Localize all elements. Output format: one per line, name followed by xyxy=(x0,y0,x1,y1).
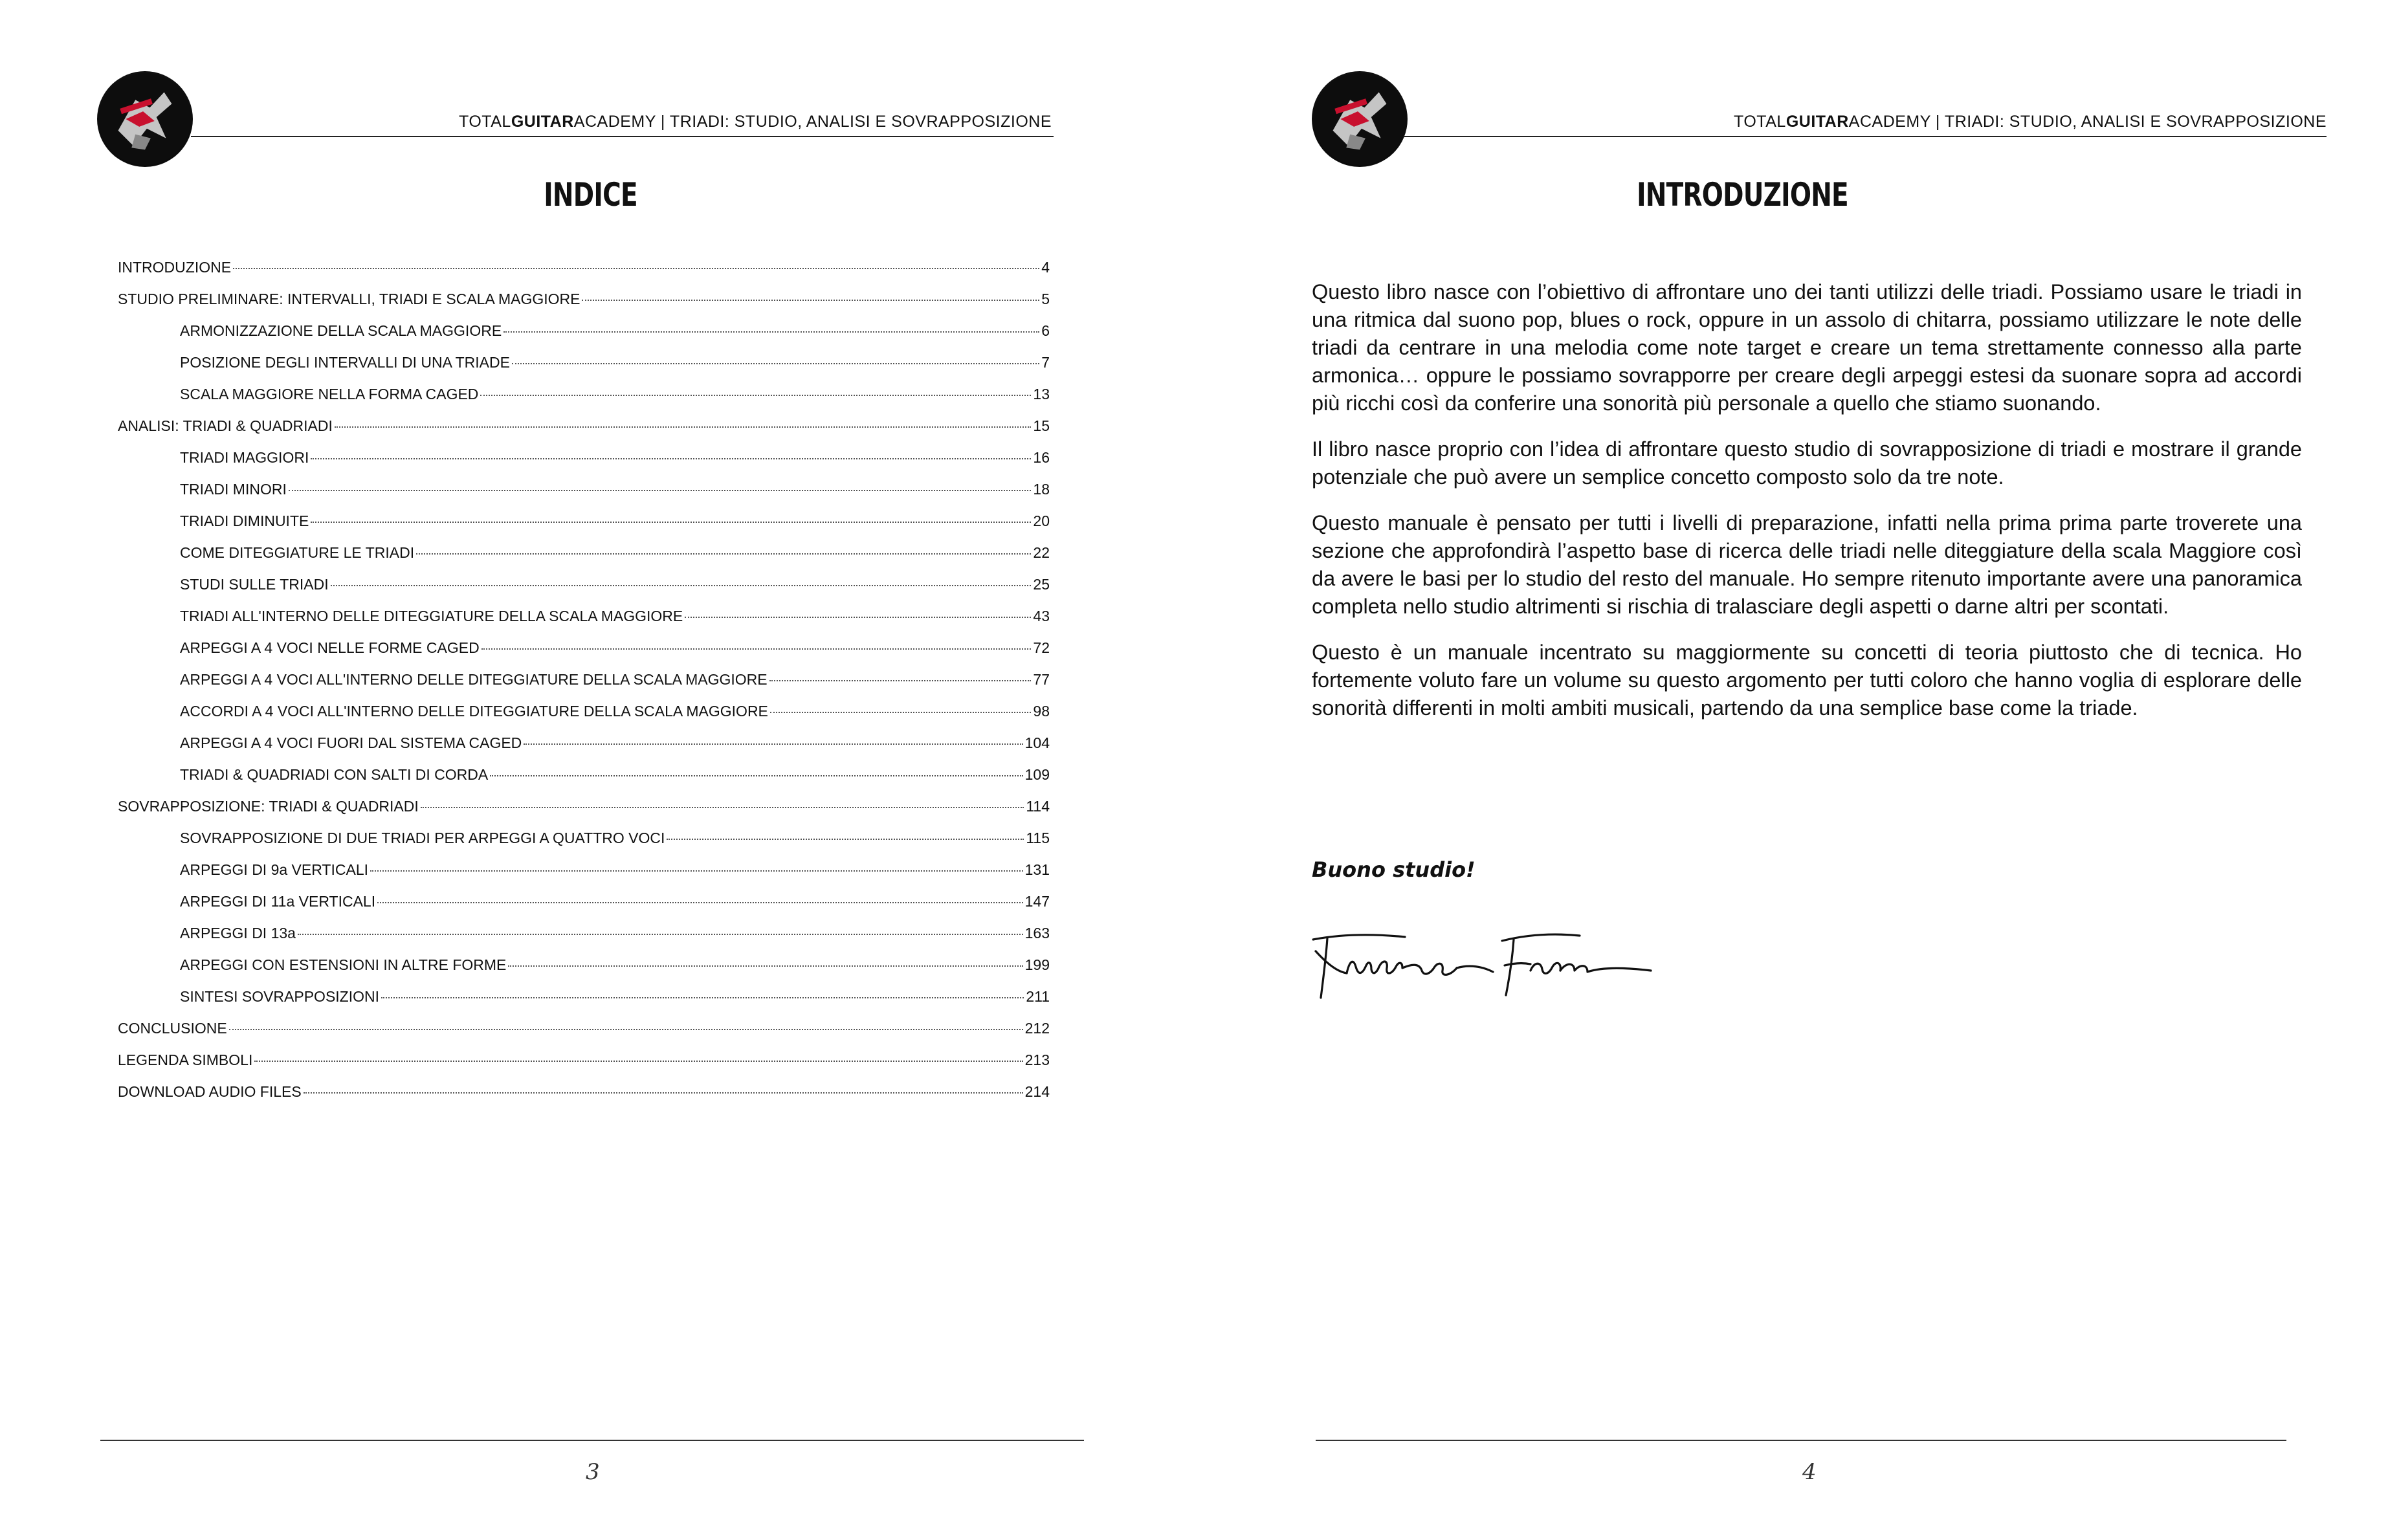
toc-dot-leader xyxy=(233,268,1039,269)
toc-entry-page: 22 xyxy=(1033,544,1050,561)
toc-entry[interactable] xyxy=(118,576,1050,608)
introduction-text xyxy=(1312,278,2302,740)
toc-dot-leader xyxy=(311,522,1031,523)
toc-entry-label: ACCORDI A 4 VOCI ALL'INTERNO DELLE DITEGGIATURE DELLA SCALA MAGGIORE xyxy=(180,703,768,720)
toc-entry-page: 214 xyxy=(1024,1083,1050,1100)
toc-entry-page: 4 xyxy=(1041,259,1050,276)
toc-entry-page: 104 xyxy=(1024,734,1050,751)
book-title: TRIADI: STUDIO, ANALISI E SOVRAPPOSIZIONE xyxy=(669,113,1052,131)
toc-entry[interactable] xyxy=(118,417,1050,449)
toc-entry[interactable] xyxy=(118,639,1050,671)
toc-dot-leader xyxy=(480,395,1031,396)
toc-entry[interactable] xyxy=(118,703,1050,734)
toc-entry[interactable] xyxy=(118,734,1050,766)
toc-entry-page: 98 xyxy=(1033,703,1050,720)
header-rule xyxy=(191,136,1054,137)
toc-entry-label: ARPEGGI A 4 VOCI ALL'INTERNO DELLE DITEGGIATURE DELLA SCALA MAGGIORE xyxy=(180,671,768,688)
brand-bold: GUITAR xyxy=(511,113,574,131)
academy-logo-icon xyxy=(1312,71,1408,167)
toc-dot-leader xyxy=(770,712,1032,713)
header-rule xyxy=(1404,136,2327,137)
brand-suffix: ACADEMY xyxy=(573,113,656,131)
toc-entry-label: POSIZIONE DEGLI INTERVALLI DI UNA TRIADE xyxy=(180,354,510,371)
intro-paragraph: Il libro nasce proprio con l’idea di affrontare questo studio di sovrapposizione di triadi e mostrare il grande potenziale che può avere un semplice concetto composto solo da tre note. xyxy=(1312,437,2302,489)
book-title: TRIADI: STUDIO, ANALISI E SOVRAPPOSIZIONE xyxy=(1944,113,2327,131)
toc-dot-leader xyxy=(298,934,1023,935)
signoff-text: Buono studio! xyxy=(1312,857,1476,882)
header-separator: | xyxy=(1930,113,1945,131)
toc-entry-page: 131 xyxy=(1024,861,1050,878)
toc-dot-leader xyxy=(289,490,1032,491)
running-header xyxy=(1734,113,2327,131)
toc-entry[interactable] xyxy=(118,925,1050,956)
toc-entry-page: 163 xyxy=(1024,925,1050,941)
toc-dot-leader xyxy=(769,680,1032,681)
toc-dot-leader xyxy=(667,839,1024,840)
toc-dot-leader xyxy=(582,300,1039,301)
toc-dot-leader xyxy=(508,965,1023,967)
toc-entry-label: TRIADI & QUADRIADI CON SALTI DI CORDA xyxy=(180,766,489,783)
toc-entry-label: ARPEGGI DI 9a VERTICALI xyxy=(180,861,369,878)
toc-entry-page: 77 xyxy=(1033,671,1050,688)
toc-dot-leader xyxy=(416,553,1031,555)
running-header xyxy=(459,113,1052,131)
intro-paragraph: Questo manuale è pensato per tutti i livelli di preparazione, infatti nella prima prima parte troverete una sezione che approfondirà l’aspetto base di ricerca delle triadi nelle diteggiature della scala Maggiore così da avere le basi per lo studio del resto del manuale. Ho sempre ritenuto importante avere una panoramica completa nello studio altrimenti si rischia di tralasciare degli aspetti o darne altri per scontati. xyxy=(1312,511,2302,618)
toc-entry-page: 115 xyxy=(1026,830,1050,846)
toc-entry[interactable] xyxy=(118,893,1050,925)
toc-dot-leader xyxy=(370,870,1023,872)
toc-entry-label: INTRODUZIONE xyxy=(118,259,232,276)
toc-entry-label: ARPEGGI DI 11a VERTICALI xyxy=(180,893,376,910)
page-title: INTRODUZIONE xyxy=(1637,176,1848,214)
toc-entry[interactable] xyxy=(118,861,1050,893)
table-of-contents xyxy=(118,259,1050,1115)
page-number: 3 xyxy=(586,1459,600,1485)
toc-entry-label: TRIADI MINORI xyxy=(180,481,287,498)
toc-entry[interactable] xyxy=(118,481,1050,512)
toc-entry-label: TRIADI DIMINUITE xyxy=(180,512,309,529)
toc-dot-leader xyxy=(512,363,1039,364)
toc-entry-label: ARMONIZZAZIONE DELLA SCALA MAGGIORE xyxy=(180,322,502,339)
toc-entry-page: 25 xyxy=(1033,576,1050,593)
toc-entry-label: SINTESI SOVRAPPOSIZIONI xyxy=(180,988,380,1005)
toc-entry-page: 213 xyxy=(1024,1051,1050,1068)
toc-dot-leader xyxy=(685,617,1031,618)
footer-rule xyxy=(1316,1440,2286,1441)
toc-dot-leader xyxy=(381,997,1024,998)
toc-entry-page: 5 xyxy=(1041,291,1050,307)
toc-entry-label: STUDIO PRELIMINARE: INTERVALLI, TRIADI E SCALA MAGGIORE xyxy=(118,291,580,307)
brand-suffix: ACADEMY xyxy=(1848,113,1931,131)
toc-entry[interactable] xyxy=(118,830,1050,861)
academy-logo-icon xyxy=(97,71,193,167)
toc-dot-leader xyxy=(331,585,1032,586)
toc-dot-leader xyxy=(481,648,1032,650)
toc-entry[interactable] xyxy=(118,259,1050,291)
brand-prefix: TOTAL xyxy=(1734,113,1786,131)
toc-entry-page: 20 xyxy=(1033,512,1050,529)
toc-entry-label: SOVRAPPOSIZIONE: TRIADI & QUADRIADI xyxy=(118,798,419,815)
toc-entry-page: 109 xyxy=(1024,766,1050,783)
toc-entry-label: DOWNLOAD AUDIO FILES xyxy=(118,1083,302,1100)
brand-prefix: TOTAL xyxy=(459,113,511,131)
toc-entry-page: 15 xyxy=(1033,417,1050,434)
toc-entry-label: CONCLUSIONE xyxy=(118,1020,227,1037)
handwritten-signature-icon xyxy=(1308,925,1657,1003)
toc-entry-page: 43 xyxy=(1033,608,1050,624)
toc-dot-leader xyxy=(377,902,1023,903)
toc-entry-page: 7 xyxy=(1041,354,1050,371)
toc-entry[interactable] xyxy=(118,1051,1050,1083)
toc-entry-label: ARPEGGI A 4 VOCI FUORI DAL SISTEMA CAGED xyxy=(180,734,522,751)
toc-entry[interactable] xyxy=(118,956,1050,988)
toc-entry[interactable] xyxy=(118,798,1050,830)
toc-dot-leader xyxy=(421,807,1024,808)
toc-entry-label: SCALA MAGGIORE NELLA FORMA CAGED xyxy=(180,386,479,402)
toc-entry-label: TRIADI ALL'INTERNO DELLE DITEGGIATURE DELLA SCALA MAGGIORE xyxy=(180,608,683,624)
toc-entry-label: ARPEGGI A 4 VOCI NELLE FORME CAGED xyxy=(180,639,480,656)
header-separator: | xyxy=(656,113,670,131)
toc-entry-label: COME DITEGGIATURE LE TRIADI xyxy=(180,544,415,561)
right-page xyxy=(1194,0,2388,1540)
toc-entry[interactable] xyxy=(118,512,1050,544)
page-title: INDICE xyxy=(544,176,637,214)
toc-entry[interactable] xyxy=(118,608,1050,639)
toc-entry[interactable] xyxy=(118,1020,1050,1051)
toc-dot-leader xyxy=(335,426,1032,428)
toc-entry-page: 114 xyxy=(1026,798,1050,815)
toc-entry-page: 6 xyxy=(1041,322,1050,339)
intro-paragraph: Questo libro nasce con l’obiettivo di affrontare uno dei tanti utilizzi delle triadi. Possiamo usare le triadi in una ritmica dal suono pop, blues o rock, oppure in un assolo di chitarra, possiamo utilizzare le note delle triadi da centrare in una melodia come note target e creare un tema strettamente connesso alla parte armonica… oppure le possiamo sovrapporre per creare degli arpeggi estesi da suonare sopra ad accordi più ricchi così da conferire una sonorità più personale a quello che stiamo suonando. xyxy=(1312,280,2302,415)
page-number: 4 xyxy=(1802,1459,1817,1485)
toc-entry[interactable] xyxy=(118,544,1050,576)
footer-rule xyxy=(100,1440,1084,1441)
toc-entry-label: ARPEGGI DI 13a xyxy=(180,925,296,941)
toc-dot-leader xyxy=(524,743,1023,745)
toc-entry-label: SOVRAPPOSIZIONE DI DUE TRIADI PER ARPEGGI A QUATTRO VOCI xyxy=(180,830,665,846)
toc-entry[interactable] xyxy=(118,291,1050,322)
toc-entry-page: 199 xyxy=(1024,956,1050,973)
toc-entry-label: ARPEGGI CON ESTENSIONI IN ALTRE FORME xyxy=(180,956,507,973)
toc-entry-label: ANALISI: TRIADI & QUADRIADI xyxy=(118,417,333,434)
toc-entry-label: LEGENDA SIMBOLI xyxy=(118,1051,253,1068)
toc-entry-page: 13 xyxy=(1033,386,1050,402)
toc-entry[interactable] xyxy=(118,354,1050,386)
toc-dot-leader xyxy=(490,775,1023,776)
toc-entry-page: 18 xyxy=(1033,481,1050,498)
toc-entry-label: STUDI SULLE TRIADI xyxy=(180,576,329,593)
toc-entry[interactable] xyxy=(118,988,1050,1020)
toc-entry-page: 147 xyxy=(1024,893,1050,910)
toc-entry-page: 211 xyxy=(1026,988,1050,1005)
toc-dot-leader xyxy=(311,458,1031,459)
intro-paragraph: Questo è un manuale incentrato su maggiormente su concetti di teoria piuttosto che di tecnica. Ho fortemente voluto fare un volume su questo argomento per tutti coloro che hanno voglia di esplorare delle sonorità differenti in molti ambiti musicali, partendo da una semplice base come la triade. xyxy=(1312,641,2302,720)
toc-entry[interactable] xyxy=(118,671,1050,703)
toc-entry[interactable] xyxy=(118,386,1050,417)
toc-dot-leader xyxy=(254,1061,1023,1062)
toc-entry[interactable] xyxy=(118,766,1050,798)
toc-entry[interactable] xyxy=(118,1083,1050,1115)
brand-bold: GUITAR xyxy=(1785,113,1849,131)
toc-entry-label: TRIADI MAGGIORI xyxy=(180,449,309,466)
toc-dot-leader xyxy=(304,1092,1023,1094)
toc-entry-page: 72 xyxy=(1033,639,1050,656)
toc-entry[interactable] xyxy=(118,322,1050,354)
toc-dot-leader xyxy=(503,331,1039,333)
toc-entry-page: 16 xyxy=(1033,449,1050,466)
toc-dot-leader xyxy=(229,1029,1023,1030)
toc-entry-page: 212 xyxy=(1024,1020,1050,1037)
toc-entry[interactable] xyxy=(118,449,1050,481)
